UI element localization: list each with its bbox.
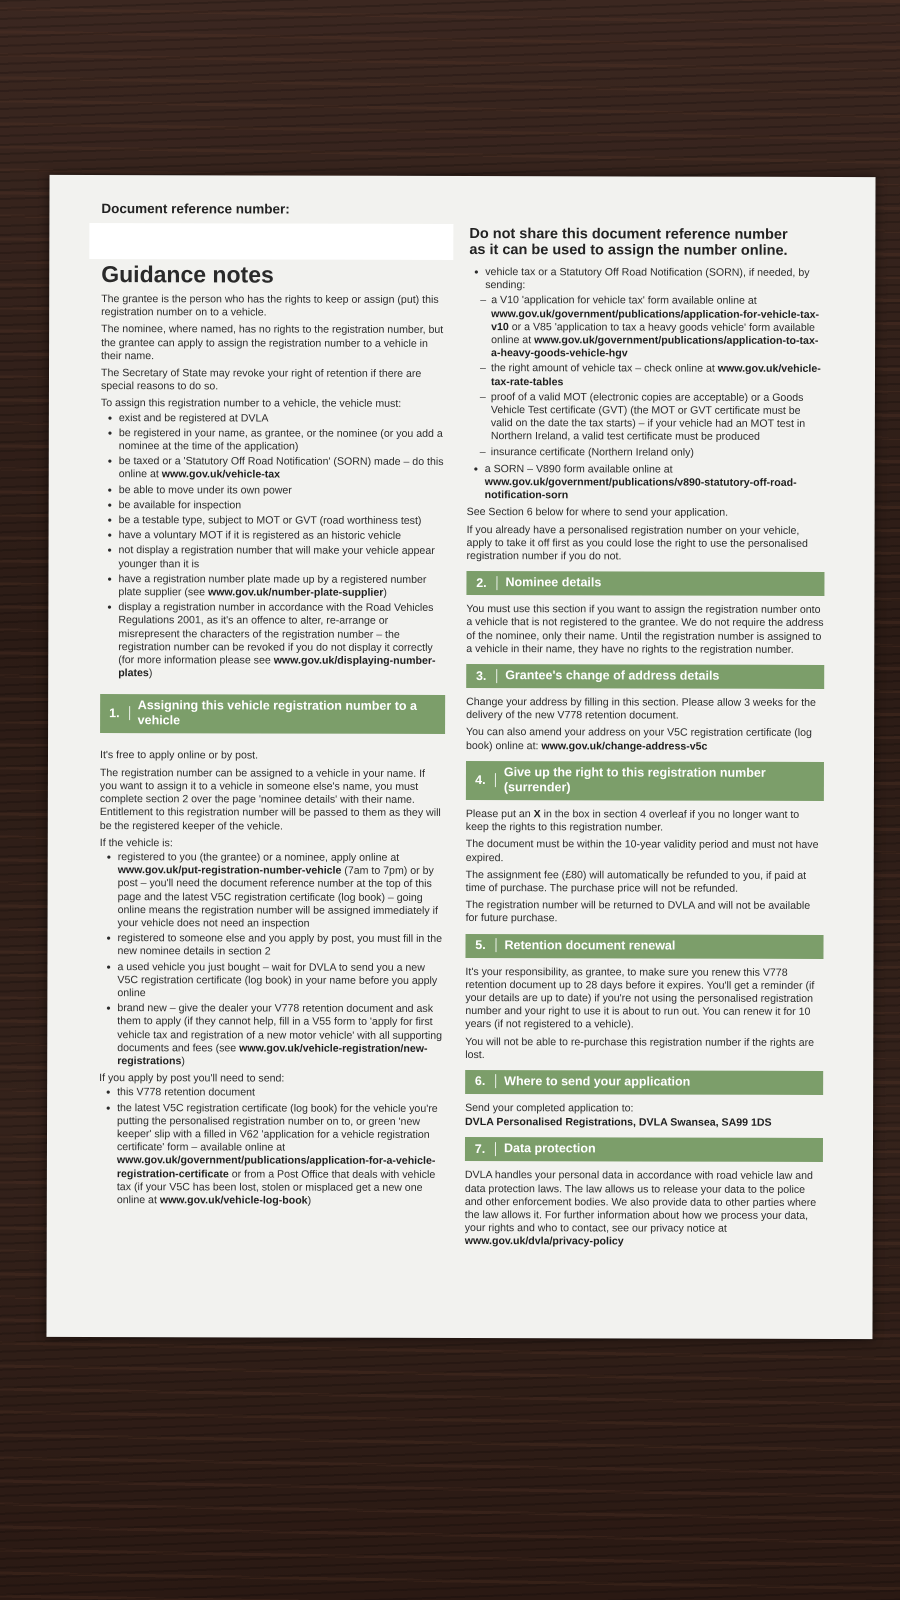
section-5-header: 5. Retention document renewal — [465, 934, 823, 959]
list-item: • exist and be registered at DVLA — [119, 412, 446, 426]
list-item: • be taxed or a 'Statutory Off Road Notification' (SORN) made – do this online at www.gov.uk/vehicle-tax — [119, 455, 446, 482]
list-item: • registered to someone else and you apply by post, you must fill in the new nominee details in section 2 — [117, 932, 444, 959]
tax-sorn-list — [467, 266, 825, 293]
section-3-paragraph: You can also amend your address on your V5C registration certificate (log book) online at: www.gov.uk/change-address-v5c — [466, 726, 812, 753]
list-item: • display a registration number in accordance with the Road Vehicles Regulations 2001, as it's an offence to alter, re-arrange or misrepresent the characters of the registration number – the registration number can be revoked if you do not display it correctly (for more information please see www.gov.uk/displaying-number-plates) — [118, 601, 445, 681]
intro-paragraph: To assign this registration number to a vehicle, the vehicle must: — [100, 397, 402, 411]
v890-form-link[interactable]: www.gov.uk/government/publications/v890-statutory-off-road-notification-sorn — [484, 476, 797, 502]
section-6-paragraph: Send your completed application to: — [465, 1101, 634, 1115]
right-paragraph: See Section 6 below for where to send your application. — [466, 506, 729, 520]
number-plate-supplier-link[interactable]: www.gov.uk/number-plate-supplier — [207, 586, 384, 599]
v85-form-link[interactable]: www.gov.uk/government/publications/application-to-tax-a-heavy-goods-vehicle-hgv — [491, 334, 819, 360]
section-4-paragraph: The document must be within the 10-year validity period and must not have expired. — [465, 838, 819, 864]
section-4-header: 4. Give up the right to this registration number (surrender) — [466, 761, 824, 801]
section-2-header: 2. Nominee details — [466, 571, 824, 596]
list-item: • be available for inspection — [119, 499, 446, 513]
section-1-paragraph: It's free to apply online or by post. — [99, 749, 259, 762]
post-documents-list — [99, 1086, 444, 1208]
new-registrations-link[interactable]: www.gov.uk/vehicle-registration/new-registrations — [117, 1042, 428, 1068]
list-item: – the right amount of vehicle tax – check online at www.gov.uk/vehicle-tax-rate-tables — [491, 362, 825, 389]
list-item: • a SORN – V890 form available online at www.gov.uk/government/publications/v890-statutory-off-road-notification-sorn — [485, 463, 825, 503]
list-item: – a V10 'application for vehicle tax' form available online at www.gov.uk/government/publications/application-for-vehicle-tax-v10 or a V85 'application to tax a heavy goods vehicle' form available online at www.gov.uk/government/publications/application-to-tax-a-heavy-goods-vehicle-hgv — [491, 294, 825, 361]
section-3-paragraph: Change your address by filling in this section. Please allow 3 weeks for the delivery of the new V778 retention document. — [466, 696, 816, 722]
list-item: • a used vehicle you just bought – wait for DVLA to send you a new V5C registration certificate (log book) in your name before you apply online — [117, 961, 444, 1001]
list-item: • be a testable type, subject to MOT or GVT (road worthiness test) — [119, 514, 446, 528]
section-1-header: 1. Assigning this vehicle registration number to a vehicle — [100, 695, 445, 735]
share-warning: Do not share this document reference number as it can be used to assign the number online. — [469, 226, 788, 259]
section-1-paragraph: The registration number can be assigned to a vehicle in your name. If you want to assign it to a vehicle in someone else's name, you must complete section 2 over the page 'nominee details' with their name. Entitlement to this registration number will be passed to them as they will be the registered keeper of the vehicle. — [99, 766, 441, 833]
document-reference-label: Document reference number: — [101, 201, 290, 217]
redacted-reference-number — [89, 223, 453, 260]
section-1-paragraph: If you apply by post you'll need to send: — [99, 1072, 285, 1085]
section-2-paragraph: You must use this section if you want to assign the registration number onto a vehicle that is not registered to the grantee. We do not require the address of the nominee, only their name. Until the registration number is assigned to a vehicle in their name, they have no rights to the registration number. — [466, 603, 824, 656]
list-item: • vehicle tax or a Statutory Off Road Notification (SORN), if needed, by sending: — [485, 266, 825, 293]
tax-documents-sublist — [467, 294, 825, 459]
section-3-header: 3. Grantee's change of address details — [466, 664, 824, 689]
put-registration-link[interactable]: www.gov.uk/put-registration-number-vehicle — [117, 864, 342, 877]
list-item: • this V778 retention document — [117, 1086, 444, 1100]
left-column — [99, 293, 446, 1212]
section-4-paragraph: The registration number will be returned to DVLA and will not be available for future purchase. — [465, 899, 811, 925]
list-item: • registered to you (the grantee) or a nominee, apply online at www.gov.uk/put-registration-number-vehicle (7am to 7pm) or by post – you'll need the document reference number at the top of this page and the latest V5C registration certificate (log book) – going online means the registration number will be assigned immediately if your vehicle does not need an inspection — [118, 851, 445, 931]
section-1-paragraph: If the vehicle is: — [99, 836, 173, 849]
vehicle-requirements-list — [100, 412, 446, 682]
list-item: • brand new – give the dealer your V778 retention document and ask them to apply (if they cannot help, fill in a V55 form to 'apply for first vehicle tax and registration of a new motor vehicle' with all supporting documents and fees (see www.gov.uk/vehicle-registration/new-registrations) — [117, 1002, 444, 1069]
vehicle-tax-link[interactable]: www.gov.uk/vehicle-tax — [161, 468, 281, 481]
list-item: • the latest V5C registration certificate (log book) for the vehicle you're putting the personalised registration number on to, or green 'new keeper' slip with a filled in V62 'application for a vehicle registration certificate' form – available online at www.gov.uk/government/publications/application-for-a-vehicle-registration-certificate or from a Post Office that deals with vehicle tax (if your V5C has been lost, stolen or misplaced get a new one online at www.gov.uk/vehicle-log-book) — [117, 1102, 444, 1208]
vehicle-status-list — [99, 851, 445, 1069]
list-item: • not display a registration number that will make your vehicle appear younger than it is — [118, 545, 445, 572]
v10-form-link[interactable]: www.gov.uk/government/publications/application-for-vehicle-tax-v10 — [491, 307, 820, 333]
section-7-paragraph: DVLA handles your personal data in accordance with road vehicle law and data protection laws. The law allows us to release your data to the police and other enforcement bodies. We also provide data to other parties where the law allows it. For further information about how we process your data, your rights and who to contact, see our privacy notice at www.gov.uk/dvla/privacy-policy — [464, 1169, 817, 1248]
section-4-paragraph: Please put an X in the box in section 4 overleaf if you no longer want to keep the rights to this registration number. — [465, 807, 800, 834]
right-paragraph: If you already have a personalised registration number on your vehicle, apply to take it off first as you could lose the right to use the personalised registration number if you do not. — [466, 523, 808, 563]
page-title: Guidance notes — [101, 261, 274, 288]
section-6-header: 6. Where to send your application — [465, 1070, 823, 1095]
guidance-notes-sheet — [46, 175, 875, 1339]
list-item: • be registered in your name, as grantee, or the nominee (or you add a nominee at the time of the application) — [119, 427, 446, 454]
list-item: • be able to move under its own power — [119, 484, 446, 498]
right-column — [465, 266, 826, 1253]
intro-paragraph: The nominee, where named, has no rights to the registration number, but the grantee can apply to assign the registration number to a vehicle in their name. — [101, 323, 444, 363]
list-item: • have a registration number plate made up by a registered number plate supplier (see www.gov.uk/number-plate-supplier) — [118, 573, 445, 600]
sorn-list — [467, 463, 825, 504]
section-5-paragraph: It's your responsibility, as grantee, to make sure you renew this V778 retention document up to 28 days before it expires. You'll get a reminder (if your details are up to date) if you're not using the personalised registration number and your right to use it is about to run out. You can renew it for 10 years (if not registered to a vehicle). — [465, 965, 815, 1031]
change-address-link[interactable]: www.gov.uk/change-address-v5c — [541, 739, 708, 753]
vehicle-tax-rates-link[interactable]: www.gov.uk/vehicle-tax-rate-tables — [490, 363, 821, 388]
list-item: – insurance certificate (Northern Ireland only) — [491, 446, 825, 460]
list-item: • have a voluntary MOT if it is registered as an historic vehicle — [119, 529, 446, 543]
intro-paragraph: The Secretary of State may revoke your right of retention if there are special reasons to do so. — [100, 367, 422, 393]
privacy-policy-link[interactable]: www.gov.uk/dvla/privacy-policy — [464, 1235, 624, 1248]
v62-form-link[interactable]: www.gov.uk/government/publications/application-for-a-vehicle-registration-certificate — [116, 1154, 436, 1180]
section-5-paragraph: You will not be able to re-purchase this registration number if the rights are lost. — [465, 1035, 815, 1061]
displaying-number-plates-link[interactable]: www.gov.uk/displaying-number-plates — [118, 654, 436, 680]
dvla-address: DVLA Personalised Registrations, DVLA Swansea, SA99 1DS — [465, 1116, 772, 1129]
list-item: – proof of a valid MOT (electronic copies are acceptable) or a Goods Vehicle Test certificate (GVT) (the MOT or GVT certificate must be valid on the date the tax starts) – if your vehicle had an MOT test in Northern Ireland, a valid test certificate must be produced — [491, 391, 825, 445]
section-4-paragraph: The assignment fee (£80) will automatically be refunded to you, if paid at time of purchase. The purchase price will not be refunded. — [465, 868, 807, 895]
intro-paragraph: The grantee is the person who has the rights to keep or assign (put) this registration number on to a vehicle. — [101, 293, 439, 319]
vehicle-log-book-link[interactable]: www.gov.uk/vehicle-log-book — [159, 1194, 308, 1207]
section-7-header: 7. Data protection — [465, 1137, 823, 1162]
